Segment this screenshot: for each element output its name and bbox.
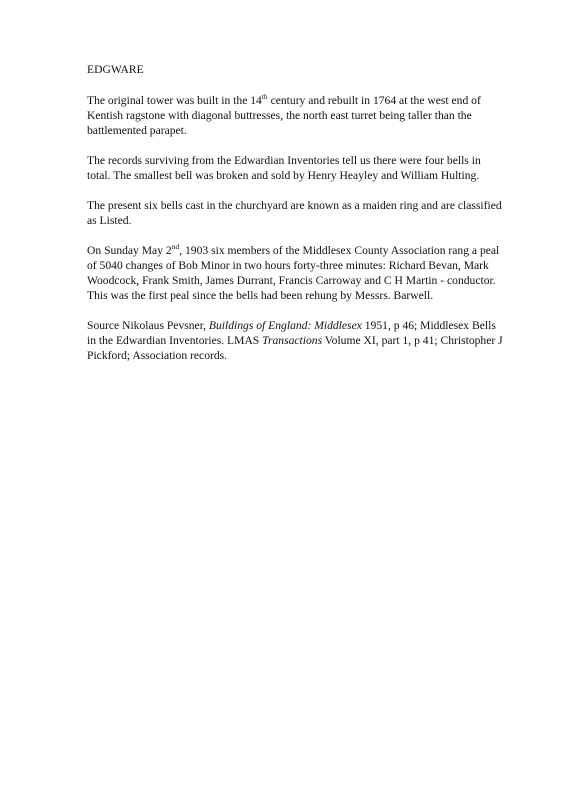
text-span: century and rebuilt in 1764 at the west end of Kentish ragstone with diagonal buttresses, the north east turret being taller than the battlemented parapet. [87, 94, 481, 137]
paragraph-peal-1903 [87, 243, 507, 303]
text-span: Source Nikolaus Pevsner, [87, 319, 209, 332]
superscript: th [261, 92, 268, 102]
document-title: EDGWARE [87, 63, 144, 76]
paragraph-present-bells: The present six bells cast in the churchyard are known as a maiden ring and are classified as Listed. [87, 199, 502, 227]
text-span: 1951, p 46; Middlesex Bells in the Edwardian Inventories. LMAS [87, 319, 496, 347]
document-body [87, 62, 507, 378]
text-span: Volume XI, part 1, p 41; Christopher J Pickford; Association records. [87, 334, 503, 362]
paragraph-sources [87, 318, 507, 363]
italic-title: Buildings of England: Middlesex [208, 319, 362, 332]
paragraph-tower-history [87, 93, 507, 138]
paragraph-edwardian-records: The records surviving from the Edwardian Inventories tell us there were four bells in total. The smallest bell was broken and sold by Henry Heayley and William Hulting. [87, 154, 481, 182]
italic-title: Transactions [262, 334, 323, 347]
text-span: The original tower was built in the 14 [87, 94, 262, 107]
text-span: , 1903 six members of the Middlesex County Association rang a peal of 5040 changes of Bob Minor in two hours forty-three minutes: Richard Bevan, Mark Woodcock, Frank Smith, James Durrant, Francis Carroway and C H Martin - conductor. This was the first peal since the bells had been rehung by Messrs. Barwell. [87, 244, 500, 302]
text-span: On Sunday May 2 [87, 244, 172, 257]
superscript: nd [171, 242, 180, 252]
